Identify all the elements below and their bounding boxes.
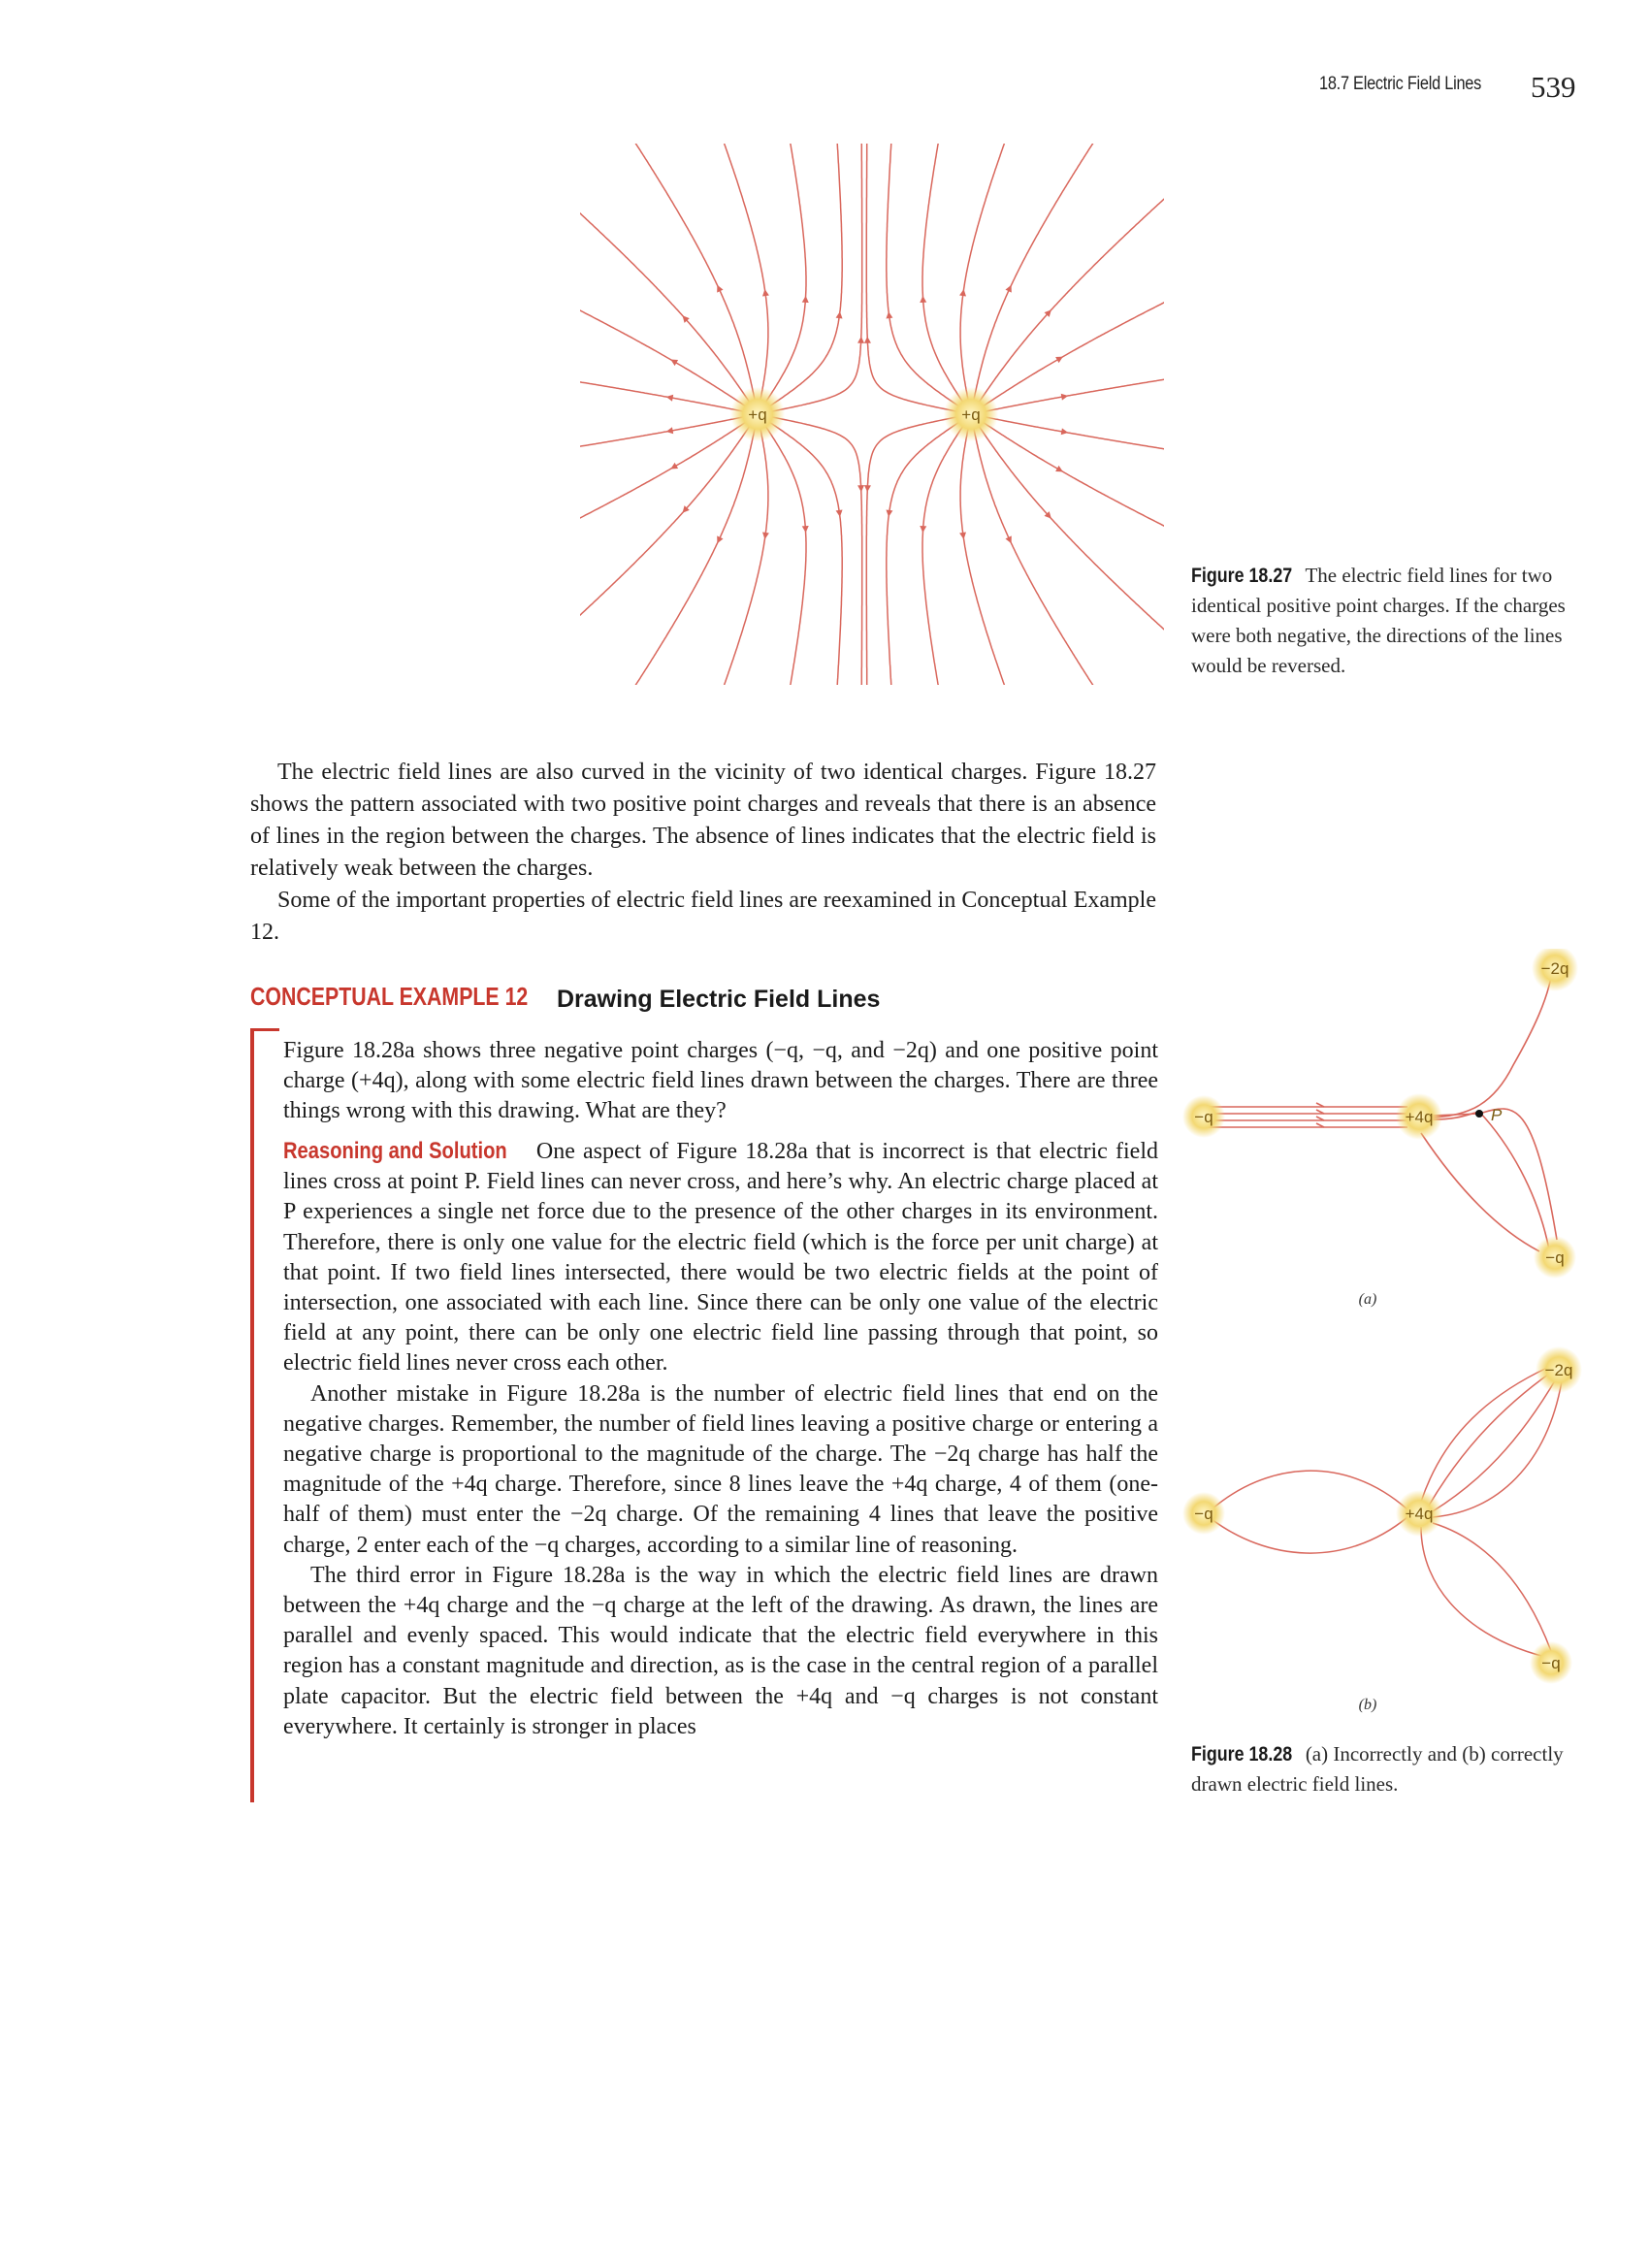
field-arrow (864, 485, 871, 492)
charge-label-left: +q (748, 405, 767, 424)
example-heading (250, 982, 881, 1021)
field-arrow (1061, 394, 1069, 401)
body-paragraph: Some of the important properties of electric field lines are reexamined in Conceptual Example 12. (250, 888, 1156, 945)
field-line (983, 422, 1164, 527)
charge-label: −q (1194, 1505, 1213, 1523)
field-arrow (857, 485, 864, 492)
reasoning-label: Reasoning and Solution (283, 1138, 507, 1164)
field-arrow (802, 296, 809, 303)
subfigure-label-b: (b) (1358, 1697, 1377, 1713)
field-arrow (762, 289, 769, 296)
field-line (580, 426, 750, 616)
charge-label-right: +q (961, 405, 981, 424)
field-lines-18-27 (580, 144, 1164, 685)
example-solution (283, 1136, 1158, 1742)
figure-18-27 (580, 144, 1164, 685)
example-label: CONCEPTUAL EXAMPLE 12 (250, 982, 529, 1011)
field-arrow (864, 337, 871, 343)
field-line (580, 212, 750, 403)
charge-label: −q (1541, 1654, 1561, 1672)
solution-paragraph: The third error in Figure 18.28a is the way in which the electric field lines are drawn between the +4q charge and the −q charge at the left of the drawing. As drawn, the lines are parallel and evenly spaced. This would indicate that the electric field everywhere in this region has a constant magnitude and direction, as is the case in the central region of a parallel plate capacitor. But the electric field between the +4q and −q charges is not constant everywhere. It certainly is stronger in places (283, 1562, 1158, 1739)
running-header-section: 18.7 Electric Field Lines (1319, 74, 1482, 94)
field-line (580, 422, 746, 519)
example-bracket-top (250, 1028, 279, 1031)
point-p-label: P (1491, 1106, 1503, 1124)
field-arrow (762, 533, 769, 539)
field-arrow (959, 289, 966, 296)
solution-paragraph (283, 1136, 1158, 1379)
figure-18-28a (1179, 949, 1586, 1308)
page-number: 539 (1531, 70, 1576, 104)
reasoning-1: One aspect of Figure 18.28a that is incorrect is that electric field lines cross at point P. Field lines can never cross, and here’s why. An electric charge placed at P experiences a single net force due to the presence of the other charges in its environment. Therefore, there is only one value for the electric field (which is the force per unit charge) at that point. If two field lines intersected, there would be two electric fields at the point of intersection, one associated with each line. Since there can be only one value of the electric field at any point, there can be only one electric field line passing through that point, so electric field lines never cross each other. (283, 1139, 1159, 1377)
field-line (580, 382, 744, 412)
charge-label: +4q (1405, 1505, 1434, 1523)
charge-label: −q (1545, 1248, 1565, 1267)
charge-label: +4q (1405, 1108, 1434, 1126)
caption-label: Figure 18.28 (1191, 1743, 1293, 1766)
field-line (922, 426, 963, 685)
field-line (979, 199, 1164, 404)
solution-paragraph: Another mistake in Figure 18.28a is the number of electric field lines that end on the negative charges. Remember, the number of field lines leaving a positive charge or entering a negative charge is proportional to the magnitude of the charge. The −2q charge has half the magnitude of the +4q charge. Therefore, since 8 lines leave the +4q charge, 4 of them (one-half of them) must enter the −2q charge. Of the remaining 4 lines that leave the positive charge, 2 enter each of the −q charges, according to a similar line of reasoning. (283, 1380, 1158, 1558)
field-line (985, 379, 1164, 411)
charge-label: −2q (1544, 1361, 1573, 1379)
field-line (979, 426, 1164, 631)
field-arrow (802, 526, 809, 533)
body-text (250, 757, 1156, 949)
point-p (1475, 1110, 1483, 1118)
caption-text: (a) Incorrectly and (b) correctly drawn electric field lines. (1191, 1742, 1564, 1796)
example-title: Drawing Electric Field Lines (557, 986, 881, 1013)
field-arrow (920, 296, 926, 303)
question-text: Figure 18.28a shows three negative point charges (−q, −q, and −2q) and one positive point charge (+4q), along with some electric field lines drawn between the charges. There are three things wrong with this drawing. What are they? (283, 1038, 1158, 1124)
field-line (580, 309, 746, 406)
field-arrow (857, 337, 864, 343)
field-line (580, 417, 744, 447)
subfigure-label-a: (a) (1358, 1291, 1377, 1308)
charge-label: −q (1194, 1108, 1213, 1126)
field-line (985, 417, 1164, 449)
example-question (283, 1036, 1158, 1127)
field-arrow (959, 533, 966, 539)
field-line (765, 144, 806, 403)
field-arrow (666, 427, 674, 434)
body-paragraph: The electric field lines are also curved in the vicinity of two identical charges. Figure 18.27 shows the pattern associated with two positive point charges and reveals that there is an absence of lines in the region between the charges. The absence of lines indicates that the electric field is relatively weak between the charges. (250, 760, 1156, 881)
figure-18-28b (1179, 1346, 1586, 1715)
field-line (922, 144, 963, 403)
figure-18-28-caption (1191, 1739, 1579, 1799)
example-bracket (250, 1028, 254, 1802)
field-arrow (920, 526, 926, 533)
caption-text: The electric field lines for two identical positive point charges. If the charges were both negative, the directions of the lines would be reversed. (1191, 564, 1566, 677)
field-line (983, 302, 1164, 406)
caption-label: Figure 18.27 (1191, 565, 1293, 587)
figure-18-27-caption (1191, 561, 1579, 681)
charge-label: −2q (1540, 959, 1569, 978)
field-line (765, 426, 806, 685)
field-arrow (1061, 428, 1069, 435)
field-arrow (666, 395, 674, 402)
